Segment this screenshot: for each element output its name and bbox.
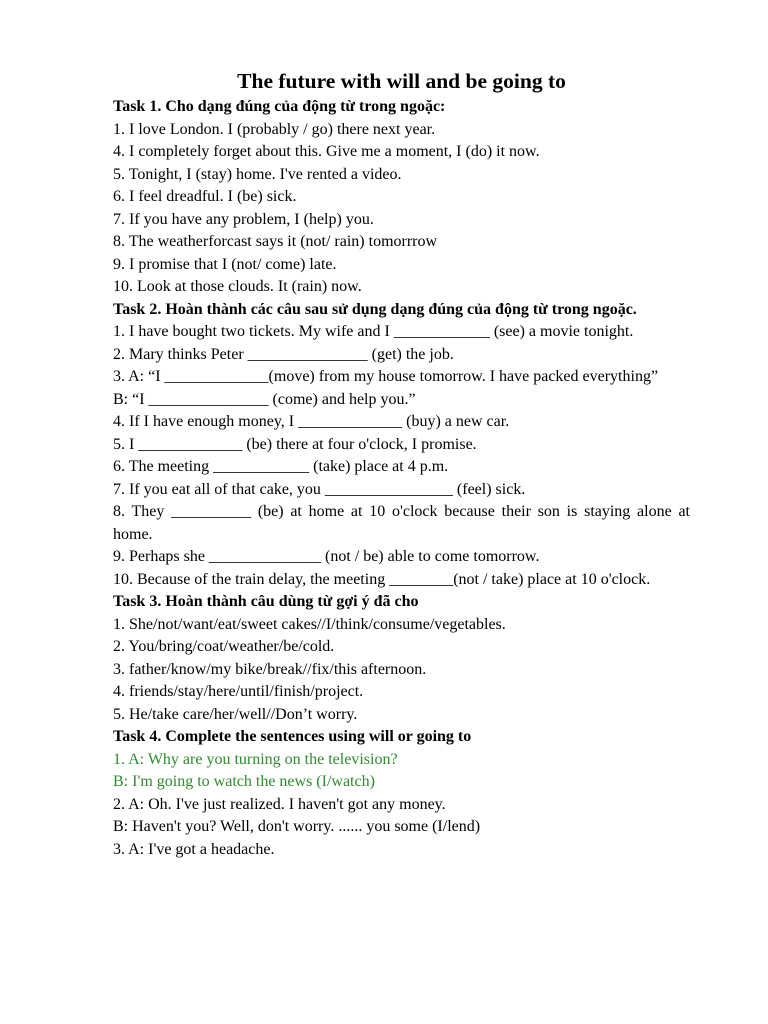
task2-item: B: “I _______________ (come) and help you.”: [113, 390, 416, 408]
task4-example-line: 1. A: Why are you turning on the television?: [113, 750, 398, 768]
task1-item: 6. I feel dreadful. I (be) sick.: [113, 188, 297, 205]
task4-item: 2. A: Oh. I've just realized. I haven't got any money.: [113, 795, 446, 813]
task1-item: 10. Look at those clouds. It (rain) now.: [113, 278, 362, 295]
task4-item: B: Haven't you? Well, don't worry. ...... you some (I/lend): [113, 818, 481, 835]
task1-heading: Task 1. Cho dạng đúng của động từ trong ngoặc:: [113, 98, 446, 115]
task1-item: 4. I completely forget about this. Give me a moment, I (do) it now.: [113, 143, 540, 160]
task3-item: 5. He/take care/her/well//Don’t worry.: [113, 705, 358, 723]
task2-item: 6. The meeting ____________ (take) place at 4 p.m.: [113, 458, 449, 475]
task2-item: 7. If you eat all of that cake, you ________________ (feel) sick.: [113, 480, 526, 498]
task1-item: 1. I love London. I (probably / go) there next year.: [113, 120, 436, 138]
task3-item: 4. friends/stay/here/until/finish/project.: [113, 683, 364, 700]
task1-item: 5. Tonight, I (stay) home. I've rented a video.: [113, 165, 402, 183]
task2-heading: Task 2. Hoàn thành các câu sau sử dụng dạng đúng của động từ trong ngoặc.: [113, 300, 637, 318]
task1-item: 8. The weatherforcast says it (not/ rain) tomorrrow: [113, 233, 438, 250]
task1-item: 7. If you have any problem, I (help) you.: [113, 210, 374, 228]
task2-item: 1. I have bought two tickets. My wife and I ____________ (see) a movie tonight.: [113, 323, 634, 340]
task2-item: 3. A: “I _____________(move) from my house tomorrow. I have packed everything”: [113, 368, 659, 385]
task3-item: 1. She/not/want/eat/sweet cakes//I/think/consume/vegetables.: [113, 615, 506, 633]
task2-item: 10. Because of the train delay, the meeting ________(not / take) place at 10 o'clock.: [113, 570, 651, 588]
task2-item: 9. Perhaps she ______________ (not / be) able to come tomorrow.: [113, 548, 540, 565]
worksheet: [113, 66, 690, 861]
task4-heading: Task 4. Complete the sentences using will or going to: [113, 728, 472, 745]
task4-example-line: B: I'm going to watch the news (I/watch): [113, 773, 375, 790]
task2-item: 5. I _____________ (be) there at four o'clock, I promise.: [113, 435, 477, 453]
task2-item: 2. Mary thinks Peter _______________ (get) the job.: [113, 345, 454, 363]
task4-item: 3. A: I've got a headache.: [113, 840, 275, 858]
task1-item: 9. I promise that I (not/ come) late.: [113, 255, 337, 273]
task3-heading: Task 3. Hoàn thành câu dùng từ gợi ý đã cho: [113, 593, 419, 610]
task2-item: 4. If I have enough money, I _____________ (buy) a new car.: [113, 413, 510, 430]
task2-item: 8. They __________ (be) at home at 10 o'clock because their son is staying alone at home.: [113, 503, 690, 543]
page-title: The future with will and be going to: [237, 69, 566, 93]
task3-item: 2. You/bring/coat/weather/be/cold.: [113, 638, 335, 655]
task3-item: 3. father/know/my bike/break//fix/this afternoon.: [113, 660, 427, 678]
